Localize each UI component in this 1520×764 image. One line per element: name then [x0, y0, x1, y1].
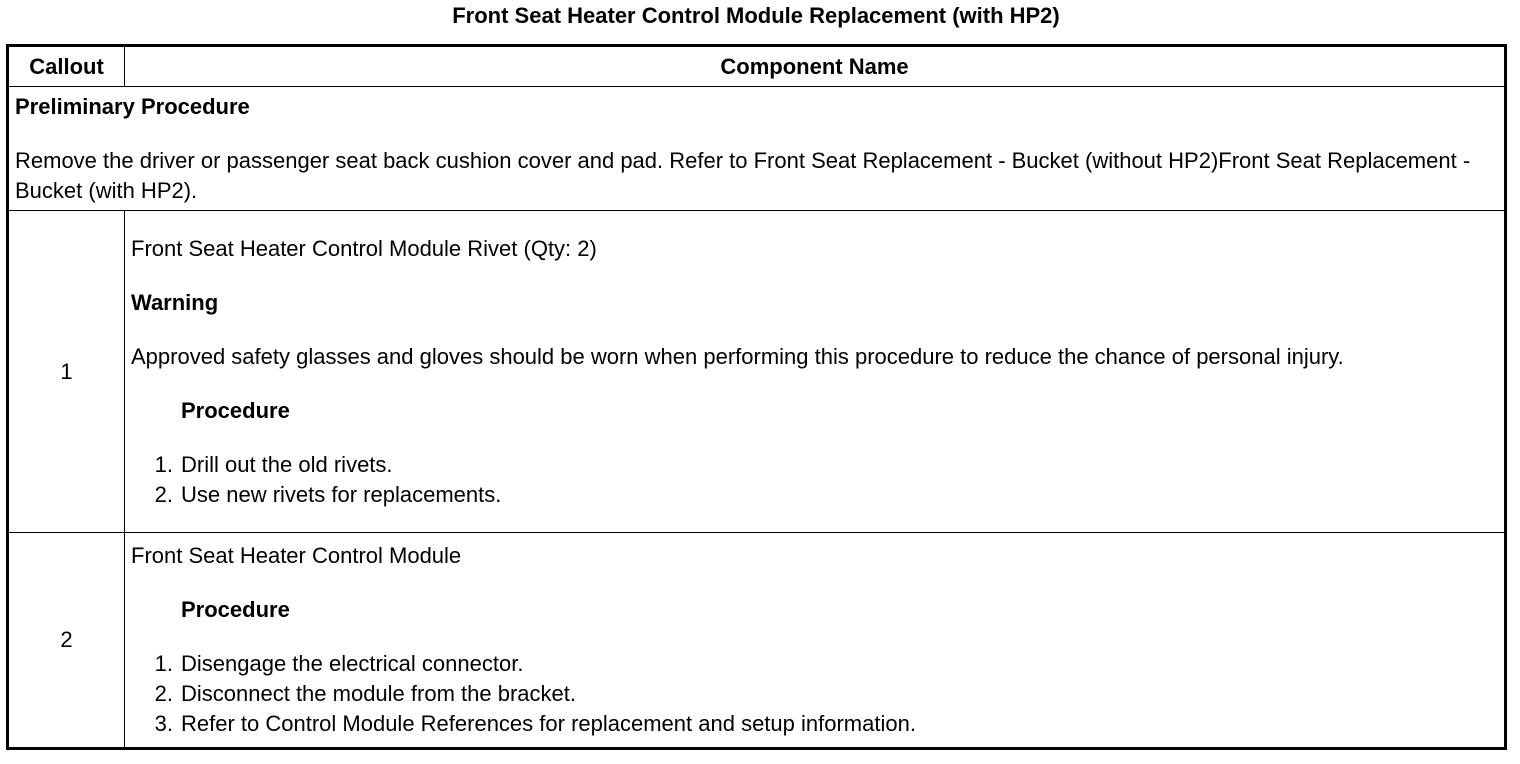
procedure-heading: Procedure	[181, 597, 290, 622]
procedure-step	[131, 709, 1498, 739]
procedure-step	[131, 450, 1498, 480]
table-row	[8, 533, 1506, 749]
component-cell	[125, 533, 1506, 749]
preliminary-cell	[8, 87, 1506, 211]
procedure-heading: Procedure	[181, 397, 290, 423]
step-number: 2.	[154, 481, 173, 507]
preliminary-heading: Preliminary Procedure	[15, 93, 250, 119]
step-number: 3.	[154, 711, 173, 736]
step-number: 2.	[154, 681, 173, 706]
warning-text: Approved safety glasses and gloves should be worn when performing this procedure to reduce the chance of personal injury.	[131, 343, 1344, 369]
step-number: 1.	[154, 651, 173, 676]
warning-heading: Warning	[131, 289, 219, 315]
preliminary-text: Remove the driver or passenger seat back cushion cover and pad. Refer to Front Seat Replacement - Bucket (without HP2)Front Seat Replacement - Bucket (with HP2).	[15, 147, 1471, 203]
callout-number: 2	[8, 533, 125, 749]
procedure-step	[131, 679, 1498, 709]
procedure-step	[131, 480, 1498, 510]
callout-number: 1	[8, 211, 125, 533]
step-text: Disconnect the module from the bracket.	[181, 681, 576, 706]
component-cell	[125, 211, 1506, 533]
table-header-row	[8, 46, 1506, 87]
step-text: Use new rivets for replacements.	[181, 481, 502, 507]
procedure-steps	[131, 450, 1498, 510]
component-name: Front Seat Heater Control Module	[131, 543, 462, 568]
document-title: Front Seat Heater Control Module Replacement (with HP2)	[452, 3, 1060, 28]
component-table	[6, 44, 1507, 750]
procedure-step	[131, 649, 1498, 679]
step-text: Drill out the old rivets.	[181, 451, 393, 477]
step-number: 1.	[154, 451, 173, 477]
step-text: Refer to Control Module References for replacement and setup information.	[181, 711, 916, 736]
step-text: Disengage the electrical connector.	[181, 651, 524, 676]
header-callout: Callout	[8, 46, 125, 87]
table-row	[8, 211, 1506, 533]
component-name: Front Seat Heater Control Module Rivet (Qty: 2)	[131, 235, 597, 261]
header-component-name: Component Name	[125, 46, 1506, 87]
procedure-steps	[131, 649, 1498, 739]
preliminary-row	[8, 87, 1506, 211]
